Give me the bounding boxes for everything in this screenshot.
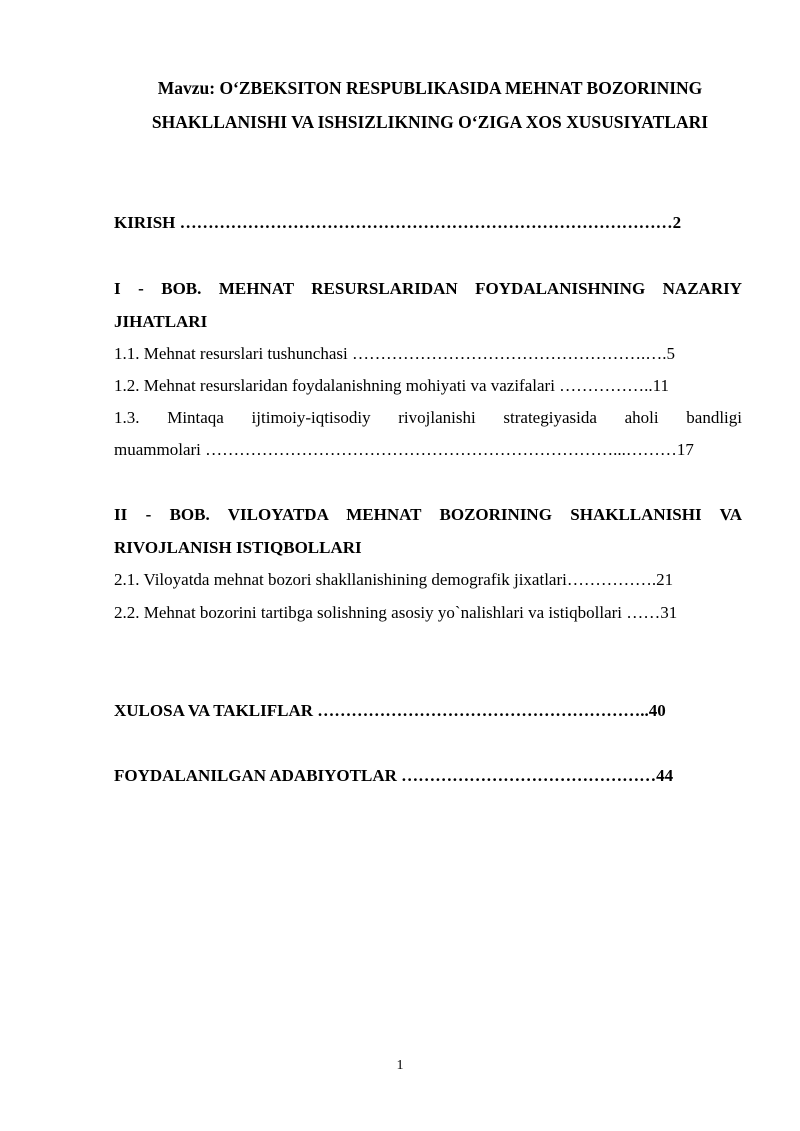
- title-line-1: Mavzu: O‘ZBEKSITON RESPUBLIKASIDA MEHNAT BOZORINING: [157, 78, 703, 98]
- toc-entry-2-2: 2.2. Mehnat bozorini tartibga solishning asosiy yo`nalishlari va istiqbollari ……31: [114, 603, 678, 622]
- toc-chapter-1-heading-cont: JIHATLARI: [114, 312, 208, 331]
- toc-entry-1-3-cont: muammolari ………………………………………………………………...………17: [114, 440, 694, 459]
- toc-chapter-2-heading-cont: RIVOJLANISH ISTIQBOLLARI: [114, 538, 362, 557]
- title-line-2: SHAKLLANISHI VA ISHSIZLIKNING O‘ZIGA XOS XUSUSIYATLARI: [151, 112, 709, 132]
- toc-entry-conclusion: XULOSA VA TAKLIFLAR …………………………………………………..40: [114, 701, 666, 720]
- toc-chapter-2-heading: II - BOB. VILOYATDA MEHNAT BOZORINING SHAKLLANISHI VA: [114, 505, 742, 524]
- page-number: 1: [396, 1058, 404, 1073]
- document-title: [100, 71, 760, 139]
- toc-entry-2-1: 2.1. Viloyatda mehnat bozori shakllanishining demografik jixatlari…………….21: [114, 570, 674, 589]
- toc-chapter-1-heading: I - BOB. MEHNAT RESURSLARIDAN FOYDALANISHNING NAZARIY: [114, 279, 742, 298]
- toc-entry-1-2: 1.2. Mehnat resurslaridan foydalanishning mohiyati va vazifalari ……………..11: [114, 376, 670, 395]
- toc-entry-1-1: 1.1. Mehnat resurslari tushunchasi …………………………………………….….5: [114, 344, 675, 363]
- toc-entry-intro: KIRISH ……………………………………………………………………………2: [114, 213, 682, 232]
- toc-entry-1-3: 1.3. Mintaqa ijtimoiy-iqtisodiy rivojlanishi strategiyasida aholi bandligi: [114, 408, 742, 427]
- toc-entry-references: FOYDALANILGAN ADABIYOTLAR ………………………………………44: [114, 766, 674, 785]
